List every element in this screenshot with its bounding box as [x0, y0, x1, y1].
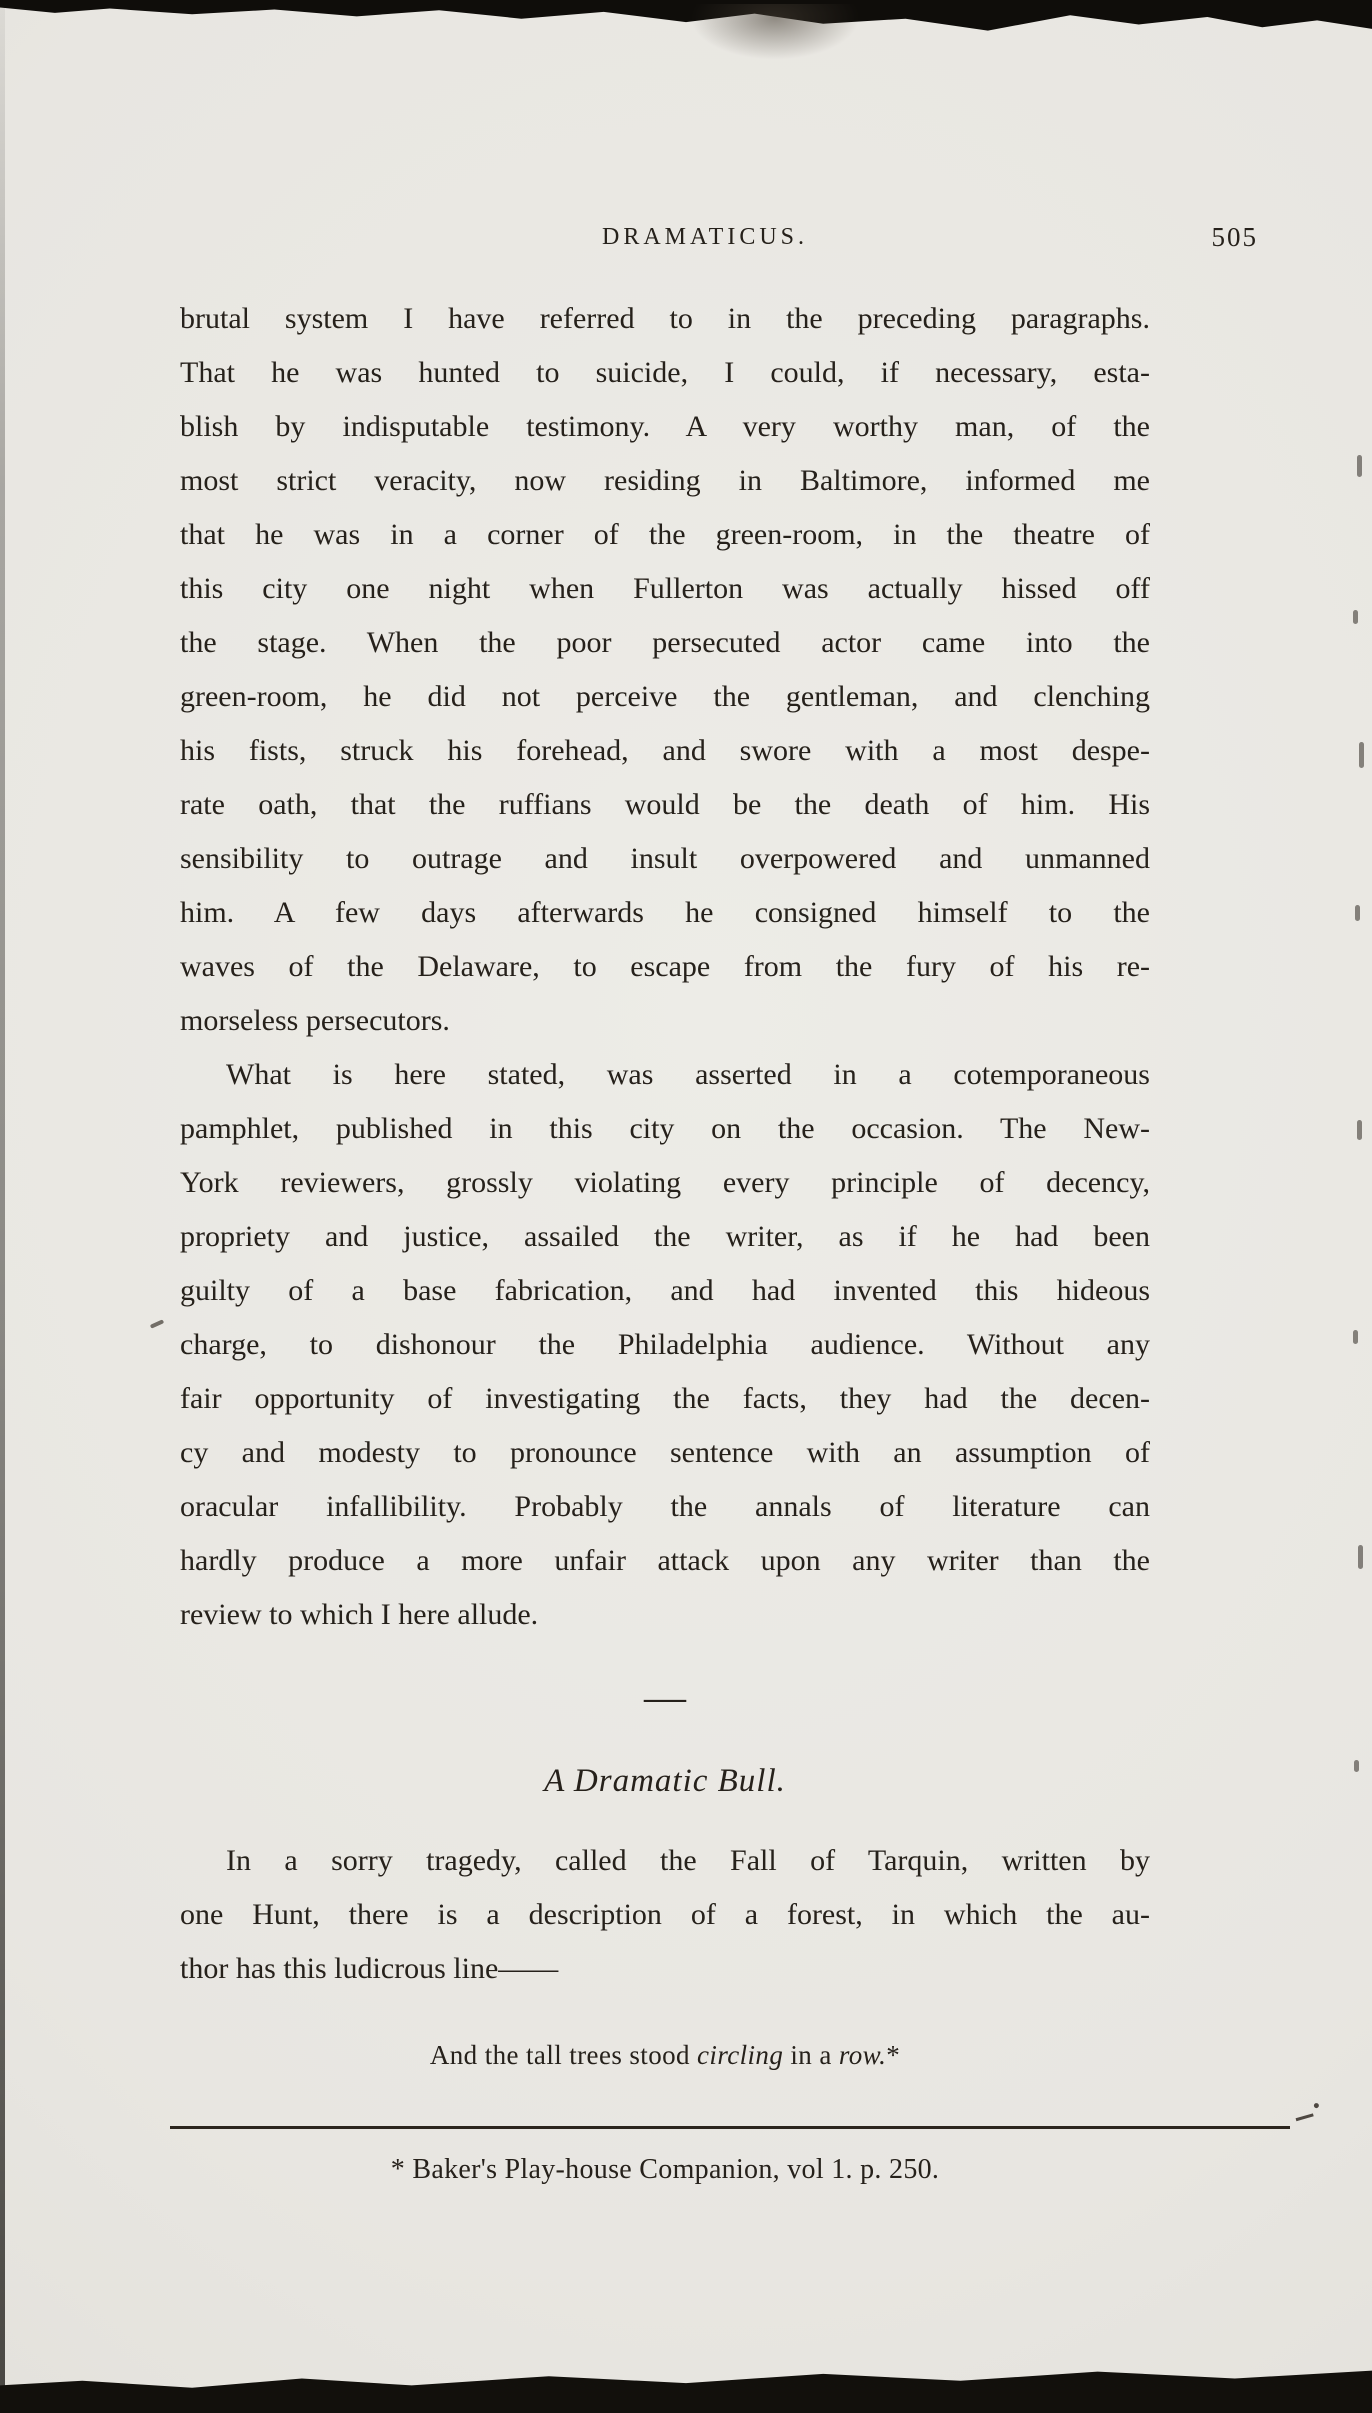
running-head: DRAMATICUS. [601, 224, 809, 250]
text-line: pamphlet, published in this city on the occasion. The New- [180, 1112, 1150, 1145]
scan-artifact-mark [1358, 1545, 1363, 1569]
text-line: review to which I here allude. [180, 1598, 539, 1631]
text-line: In a sorry tragedy, called the Fall of Tarquin, written by [226, 1844, 1150, 1877]
text-line: What is here stated, was asserted in a cotemporaneous [226, 1058, 1150, 1091]
text-line: fair opportunity of investigating the facts, they had the decen- [180, 1382, 1150, 1415]
text-line: propriety and justice, assailed the writer, as if he had been [180, 1220, 1150, 1253]
text-line: thor has this ludicrous line—— [180, 1952, 559, 1985]
text-line: blish by indisputable testimony. A very worthy man, of the [180, 410, 1150, 443]
footnote-text: * Baker's Play-house Companion, vol 1. p. 250. [390, 2154, 940, 2185]
verse-italic-word: row. [838, 2040, 887, 2070]
text-line: that he was in a corner of the green-room, in the theatre of [180, 518, 1150, 551]
left-edge-shadow [0, 0, 5, 2413]
text-line: York reviewers, grossly violating every principle of decency, [180, 1166, 1150, 1199]
scan-artifact-mark [1357, 455, 1362, 477]
scan-artifact-mark [1355, 905, 1360, 921]
text-line: cy and modesty to pronounce sentence with an assumption of [180, 1436, 1150, 1469]
paragraph-tarquin [180, 1834, 1150, 1996]
top-scan-smudge [690, 4, 860, 60]
text-line: one Hunt, there is a description of a forest, in which the au- [180, 1898, 1150, 1931]
section-heading: A Dramatic Bull. [544, 1763, 786, 1799]
scan-artifact-mark [1354, 1760, 1359, 1772]
page-number: 505 [1211, 222, 1258, 252]
text-line: this city one night when Fullerton was actually hissed off [180, 572, 1150, 605]
verse-line [180, 2028, 1150, 2082]
paragraph-pamphlet [180, 1048, 1150, 1642]
scan-artifact-rule-end [1292, 2102, 1313, 2121]
scan-artifact-speck [150, 1319, 164, 1328]
paragraph-fullerton [180, 292, 1150, 1048]
text-line: charge, to dishonour the Philadelphia audience. Without any [180, 1328, 1150, 1361]
scan-artifact-mark [1357, 1120, 1362, 1140]
scan-artifact-mark [1353, 1330, 1358, 1344]
text-line: oracular infallibility. Probably the annals of literature can [180, 1490, 1150, 1523]
scan-artifact-mark [1353, 610, 1358, 624]
section-divider: — [644, 1675, 686, 1721]
text-line: That he was hunted to suicide, I could, if necessary, esta- [180, 356, 1150, 389]
text-line: morseless persecutors. [180, 1004, 450, 1037]
verse-text: And the tall trees stood [429, 2040, 698, 2070]
verse-italic-word: circling [697, 2040, 784, 2070]
text-line: waves of the Delaware, to escape from the fury of his re- [180, 950, 1150, 983]
top-scan-band [0, 0, 1372, 34]
text-line: the stage. When the poor persecuted actor came into the [180, 626, 1150, 659]
text-line: sensibility to outrage and insult overpowered and unmanned [180, 842, 1150, 875]
footnote-rule [170, 2126, 1290, 2129]
text-line: green-room, he did not perceive the gentleman, and clenching [180, 680, 1150, 713]
text-line: him. A few days afterwards he consigned himself to the [180, 896, 1150, 929]
text-line: rate oath, that the ruffians would be the death of him. His [180, 788, 1150, 821]
text-line: his fists, struck his forehead, and swore with a most despe- [180, 734, 1150, 767]
text-line: brutal system I have referred to in the preceding paragraphs. [180, 302, 1150, 335]
text-line: most strict veracity, now residing in Baltimore, informed me [180, 464, 1150, 497]
scan-artifact-mark [1359, 742, 1364, 768]
text-line: hardly produce a more unfair attack upon any writer than the [180, 1544, 1150, 1577]
bottom-scan-band [0, 2367, 1372, 2413]
page-header [180, 222, 1258, 266]
text-line: guilty of a base fabrication, and had invented this hideous [180, 1274, 1150, 1307]
main-text-block [180, 292, 1150, 2082]
verse-text: in a [783, 2040, 839, 2070]
footnote-asterisk: * [886, 2040, 901, 2070]
